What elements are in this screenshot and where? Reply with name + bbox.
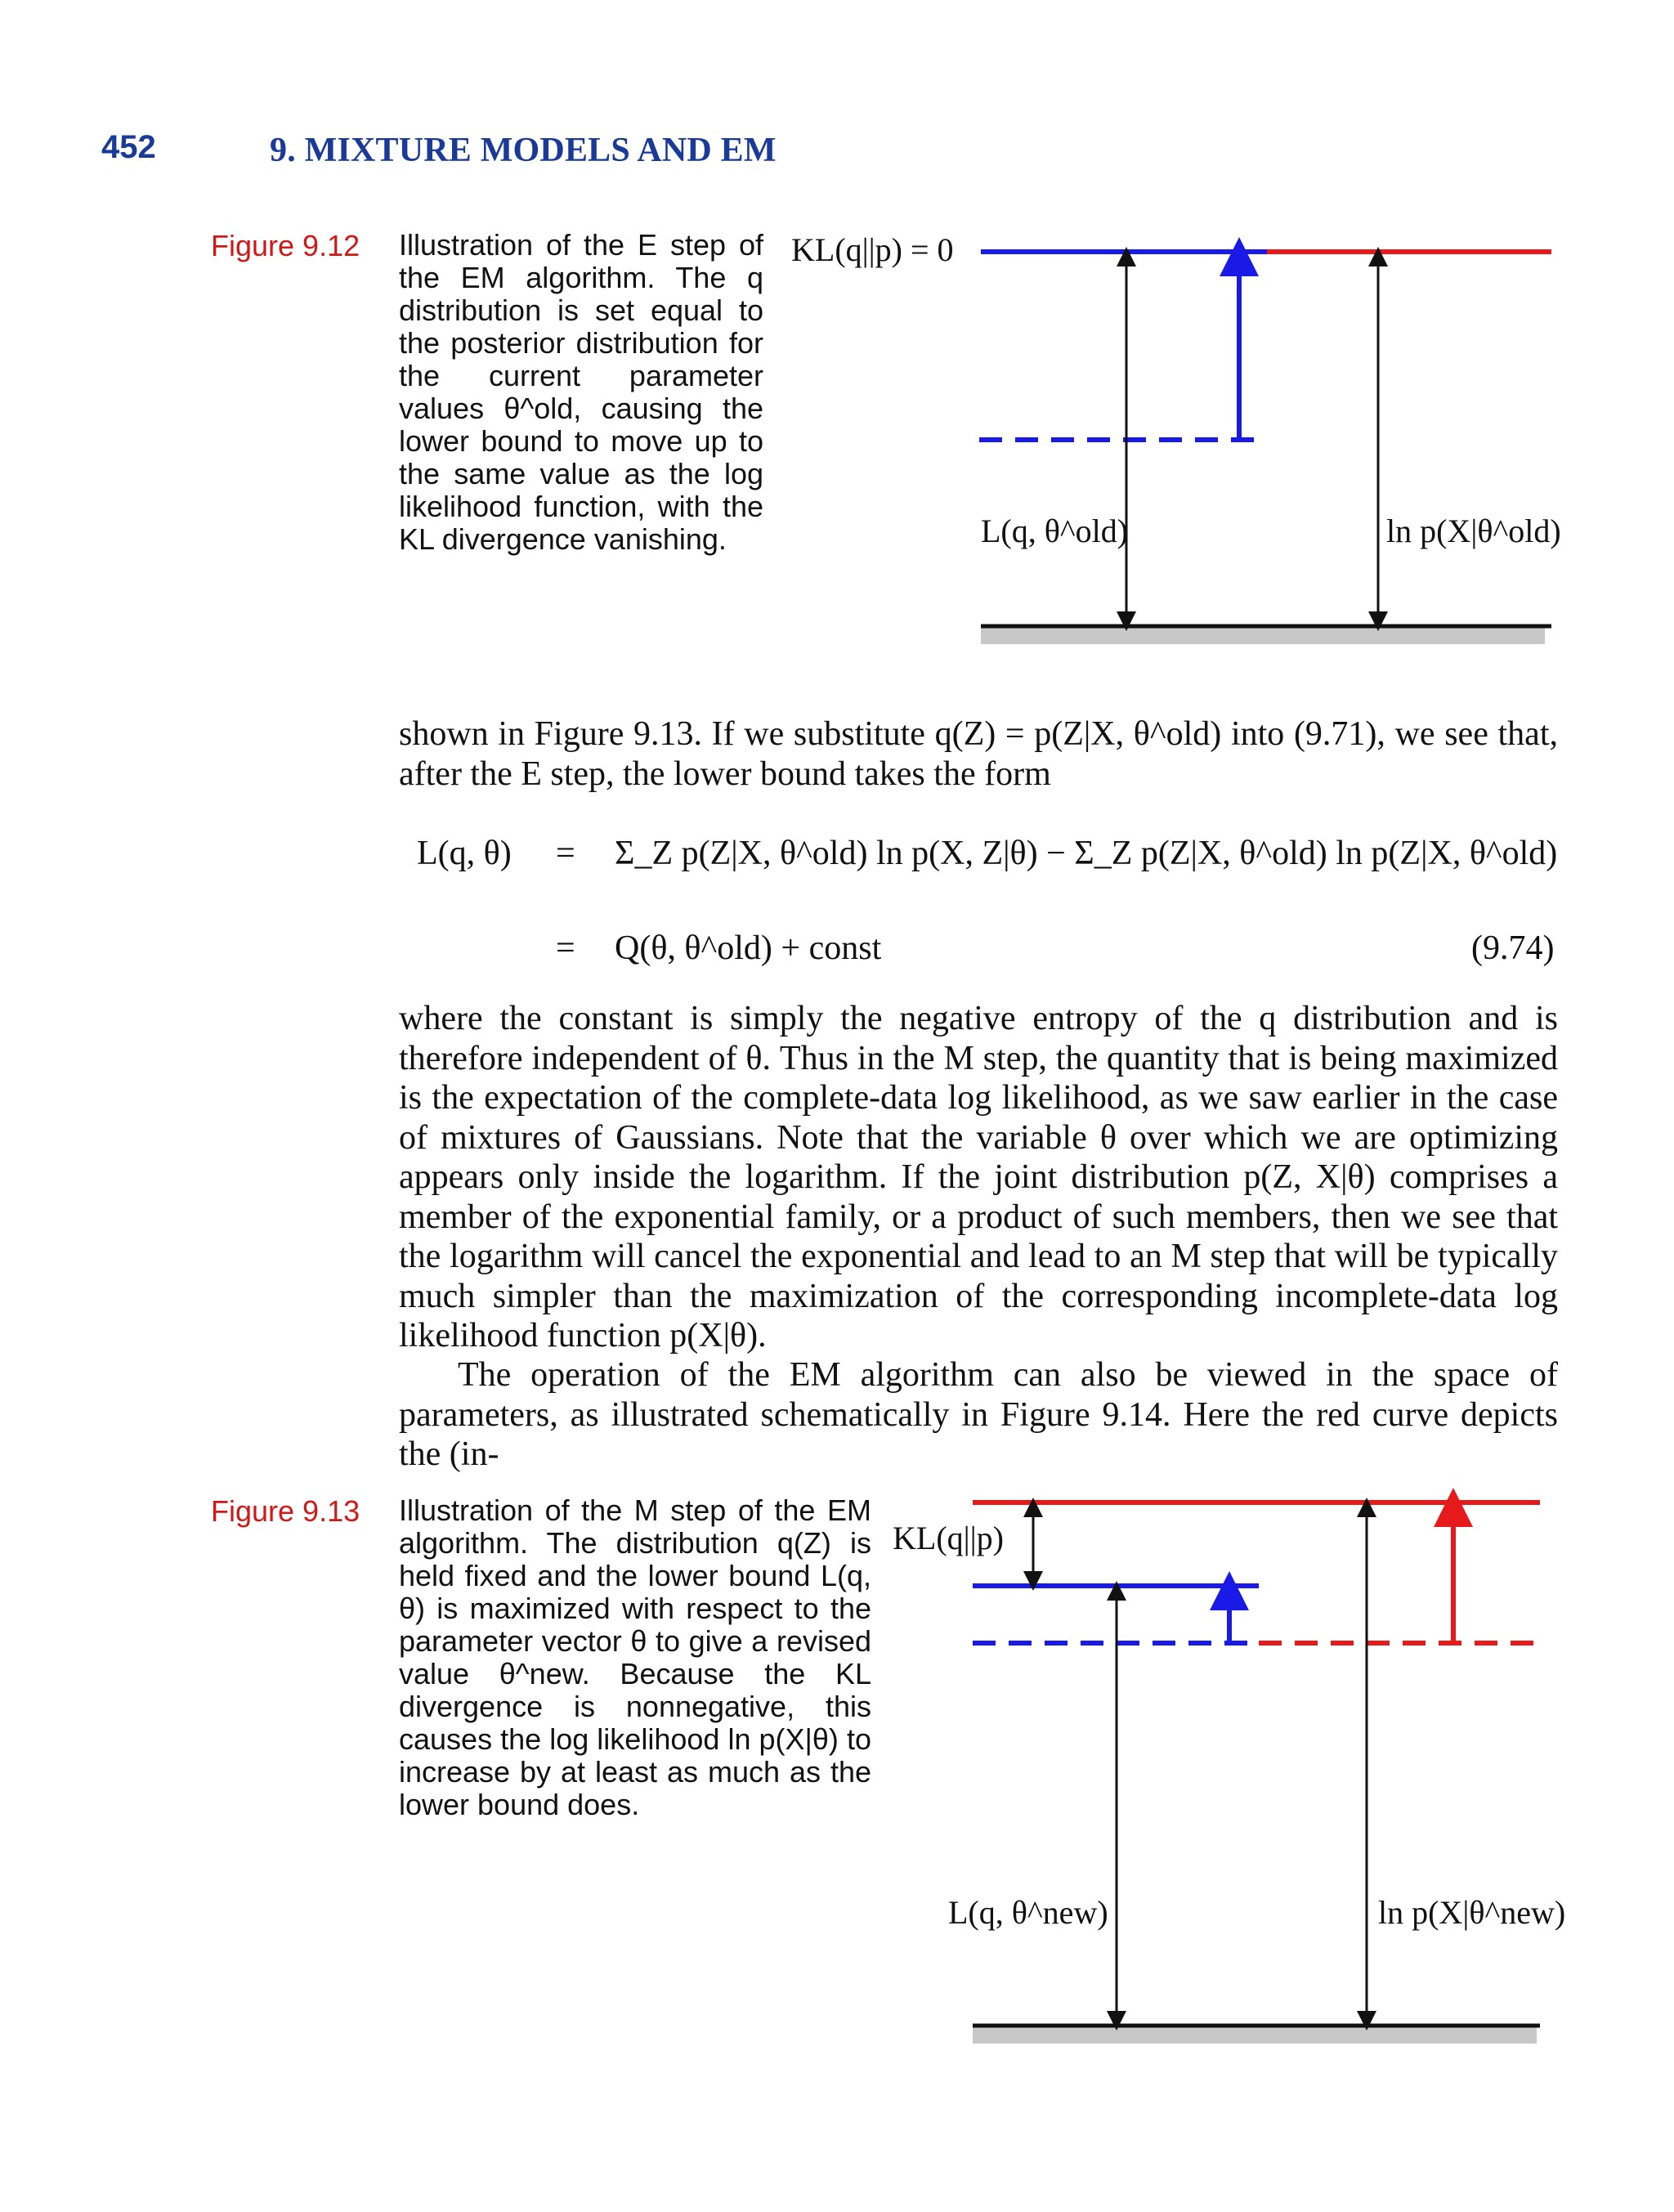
paragraph-3: The operation of the EM algorithm can also be viewed in the space of parameters, as illustrated schematically in Figure 9.14. Here the red curve depicts the (in-	[399, 1356, 1558, 1473]
equation-rel-1: =	[556, 835, 575, 872]
kl-label: KL(q||p)	[893, 1520, 1004, 1556]
ground-shadow	[981, 626, 1545, 644]
equation-line-1: Σ_Z p(Z|X, θ^old) ln p(X, Z|θ) − Σ_Z p(Z|X, θ^old) ln p(Z|X, θ^old)	[615, 835, 1558, 872]
chapter-title: 9. MIXTURE MODELS AND EM	[270, 132, 777, 169]
lower-bound-old-label: L(q, θ^old)	[981, 513, 1129, 549]
page-number: 452	[101, 129, 156, 165]
paragraph-2: where the constant is simply the negative entropy of the q distribution and is therefore independent of θ. Thus in the M step, the quantity that is being maximized is the expectation of the complete-data log likelihood, as we saw earlier in the case of mixtures of Gaussians. Note that the variable θ over which we are optimizing appears only inside the logarithm. If the joint distribution p(Z, X|θ) comprises a member of the exponential family, or a product of such members, then we see that the logarithm will cancel the exponential and lead to an M step that will be typically much simpler than the maximization of the corresponding incomplete-data log likelihood function p(X|θ).	[399, 1000, 1558, 1355]
figure-9-13-label: Figure 9.13	[211, 1494, 360, 1528]
loglik-new-label: ln p(X|θ^new)	[1378, 1894, 1566, 1931]
figure-9-12-label: Figure 9.12	[211, 229, 360, 262]
figure-9-13-diagram	[883, 1480, 1618, 2052]
equation-number: (9.74)	[1471, 929, 1555, 967]
equation-rel-2: =	[556, 929, 575, 967]
equation-lhs: L(q, θ)	[417, 835, 512, 872]
figure-9-12-caption: Illustration of the E step of the EM algorithm. The q distribution is set equal to the posterior distribution for the current parameter values θ^old, causing the lower bound to move up to the same value as the log likelihood function, with the KL divergence vanishing.	[399, 228, 763, 556]
loglik-old-label: ln p(X|θ^old)	[1386, 513, 1561, 549]
figure-9-12-diagram	[768, 221, 1586, 654]
kl-zero-label: KL(q||p) = 0	[791, 231, 954, 268]
paragraph-1: shown in Figure 9.13. If we substitute q(Z) = p(Z|X, θ^old) into (9.71), we see that, after the E step, the lower bound takes the form	[399, 715, 1558, 793]
figure-9-13-caption: Illustration of the M step of the EM algorithm. The distribution q(Z) is held fixed and the lower bound L(q, θ) is maximized with respect to the parameter vector θ to give a revised value θ^new. Because the KL divergence is nonnegative, this causes the log likelihood ln p(X|θ) to increase by at least as much as the lower bound does.	[399, 1493, 871, 1821]
ground-shadow	[973, 2026, 1537, 2044]
equation-line-2: Q(θ, θ^old) + const	[615, 929, 882, 967]
lower-bound-new-label: L(q, θ^new)	[948, 1894, 1108, 1931]
